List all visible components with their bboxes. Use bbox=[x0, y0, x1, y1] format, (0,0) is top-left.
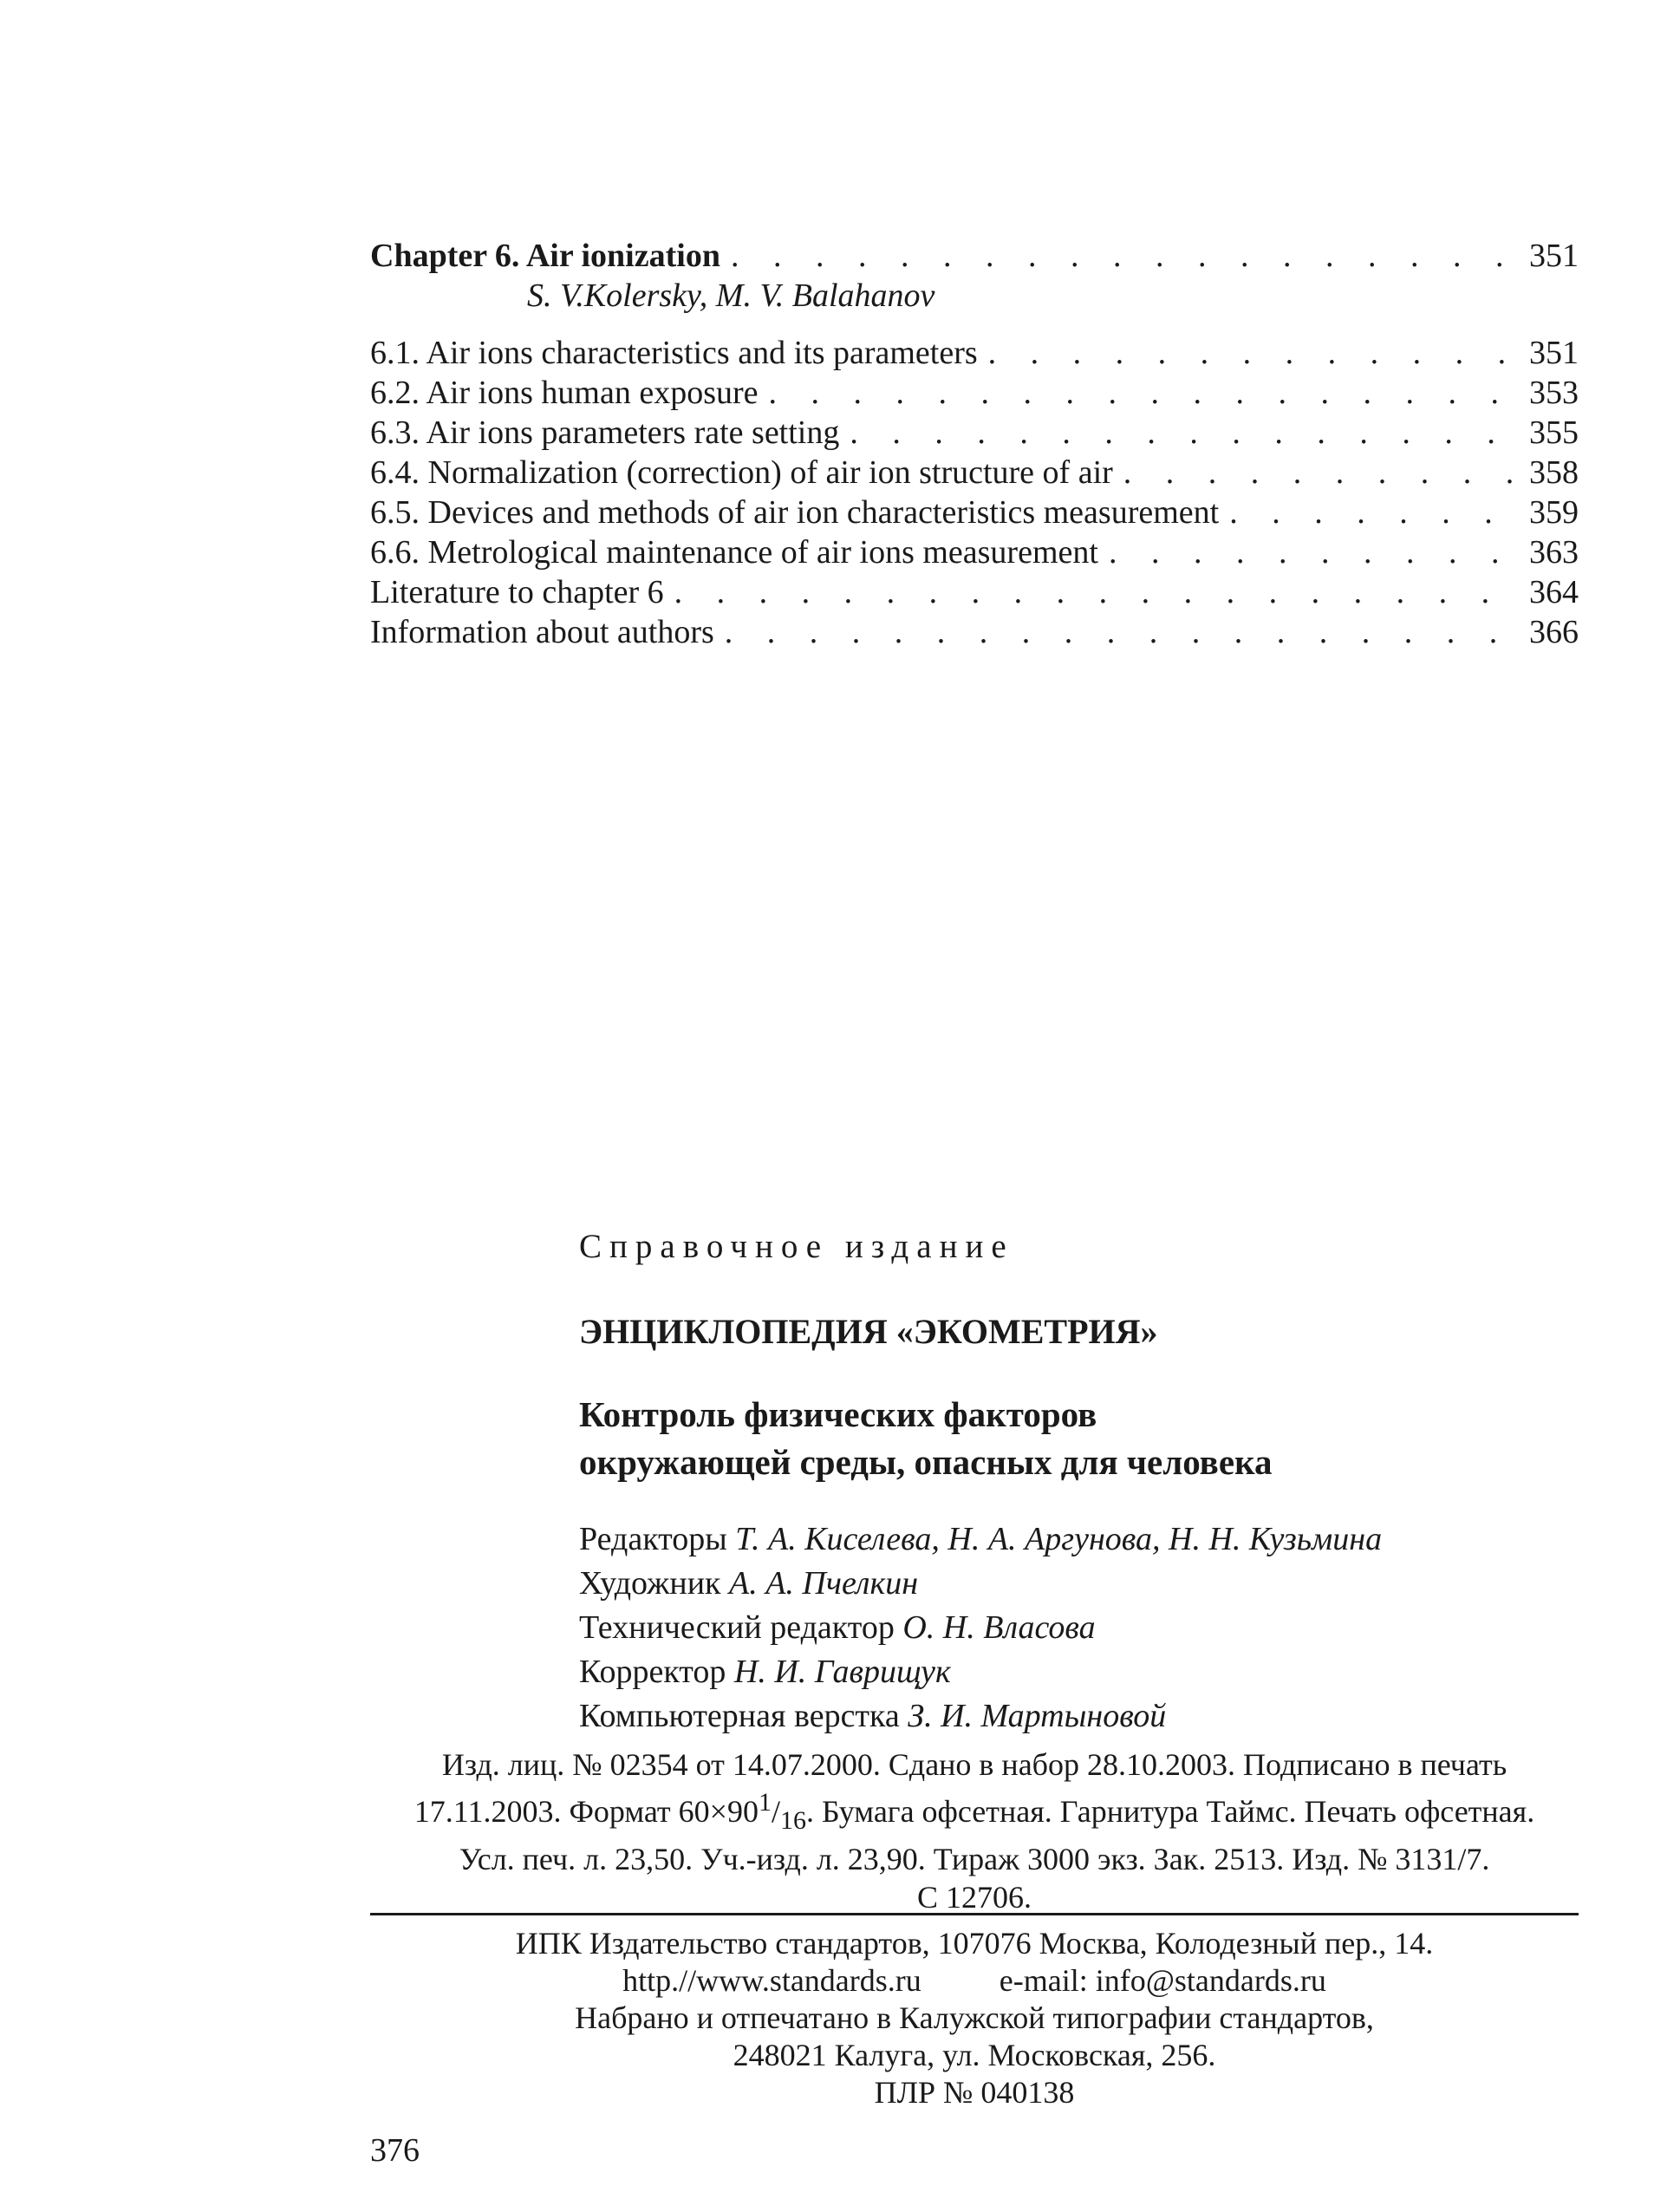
toc-entry bbox=[370, 532, 1579, 572]
email-address: e-mail: info@standards.ru bbox=[999, 1963, 1326, 1998]
printer-contacts bbox=[370, 1962, 1579, 2000]
toc-entry-title: 6.3. Air ions parameters rate setting bbox=[370, 414, 840, 451]
credit-line bbox=[579, 1562, 1576, 1606]
toc-entry bbox=[370, 373, 1579, 413]
subtitle-line: Контроль физических факторов bbox=[579, 1394, 1097, 1434]
dot-leader bbox=[850, 413, 1515, 453]
imprint-text: 17.11.2003. Формат 60×90 bbox=[414, 1794, 759, 1829]
dot-leader bbox=[1109, 532, 1515, 572]
printer-line: ИПК Издательство стандартов, 107076 Москва, Колодезный пер., 14. bbox=[515, 1926, 1434, 1961]
credit-line bbox=[579, 1606, 1576, 1650]
printer-line: 248021 Калуга, ул. Московская, 256. bbox=[733, 2038, 1216, 2072]
toc-entry-title: 6.2. Air ions human exposure bbox=[370, 375, 759, 411]
toc-entry bbox=[370, 333, 1579, 373]
toc-entry-page: 353 bbox=[1529, 375, 1579, 411]
toc-entry-title: Information about authors bbox=[370, 614, 714, 650]
credit-line bbox=[579, 1694, 1576, 1739]
printer-line: ПЛР № 040138 bbox=[874, 2075, 1075, 2110]
credits-list bbox=[579, 1517, 1576, 1739]
dot-leader bbox=[731, 236, 1515, 276]
format-superscript: 1 bbox=[758, 1788, 772, 1817]
publication-info bbox=[579, 1221, 1576, 1739]
credit-line bbox=[579, 1517, 1576, 1562]
format-slash: / bbox=[771, 1794, 780, 1829]
website-url: http.//www.standards.ru bbox=[622, 1963, 921, 1998]
toc-entry-page: 366 bbox=[1529, 614, 1579, 650]
imprint-line: Изд. лиц. № 02354 от 14.07.2000. Сдано в набор 28.10.2003. Подписано в печать bbox=[441, 1747, 1507, 1782]
printer-line: Набрано и отпечатано в Калужской типографии стандартов, bbox=[575, 2000, 1374, 2035]
chapter-authors: S. V.Kolersky, M. V. Balahanov bbox=[527, 277, 935, 314]
dot-leader bbox=[769, 373, 1515, 413]
toc-entry-page: 351 bbox=[1529, 335, 1579, 371]
toc-entry-page: 363 bbox=[1529, 534, 1579, 571]
dot-leader bbox=[988, 333, 1515, 373]
toc-entry-title: 6.1. Air ions characteristics and its parameters bbox=[370, 335, 978, 371]
credit-names: Т. А. Киселева, Н. А. Аргунова, Н. Н. Кузьмина bbox=[735, 1521, 1383, 1557]
subtitle-line: окружающей среды, опасных для человека bbox=[579, 1442, 1273, 1482]
toc-entry-page: 358 bbox=[1529, 454, 1579, 491]
imprint-block bbox=[370, 1745, 1579, 1916]
credit-names: Н. И. Гаврищук bbox=[733, 1654, 951, 1690]
dot-leader bbox=[1123, 453, 1515, 493]
imprint-line: С 12706. bbox=[916, 1880, 1032, 1915]
toc-entry bbox=[370, 612, 1579, 652]
dot-leader bbox=[725, 612, 1515, 652]
toc-entry-page: 359 bbox=[1529, 494, 1579, 531]
printer-info bbox=[370, 1925, 1579, 2111]
credit-role: Технический редактор bbox=[579, 1609, 895, 1646]
toc-entry-page: 364 bbox=[1529, 574, 1579, 610]
toc-entry-title: 6.6. Metrological maintenance of air ions measurement bbox=[370, 534, 1098, 571]
table-of-contents bbox=[370, 236, 1579, 652]
page-number: 376 bbox=[370, 2132, 420, 2169]
toc-chapter-entry bbox=[370, 236, 1579, 276]
toc-entry bbox=[370, 572, 1579, 612]
credit-line bbox=[579, 1650, 1576, 1694]
credit-role: Редакторы bbox=[579, 1521, 727, 1557]
toc-entry-title: Literature to chapter 6 bbox=[370, 574, 664, 610]
credit-names: О. Н. Власова bbox=[902, 1609, 1096, 1646]
credit-names: З. И. Мартыновой bbox=[908, 1698, 1167, 1734]
toc-entry bbox=[370, 453, 1579, 493]
imprint-line: Усл. печ. л. 23,50. Уч.-изд. л. 23,90. Тираж 3000 экз. Зак. 2513. Изд. № 3131/7. bbox=[459, 1842, 1490, 1877]
credit-role: Корректор bbox=[579, 1654, 726, 1690]
dot-leader bbox=[1229, 493, 1515, 532]
divider bbox=[370, 1913, 1579, 1915]
credit-role: Компьютерная верстка bbox=[579, 1698, 900, 1734]
format-subscript: 16 bbox=[779, 1806, 806, 1836]
toc-entry-page: 355 bbox=[1529, 414, 1579, 451]
imprint-text: . Бумага офсетная. Гарнитура Таймс. Печать офсетная. bbox=[805, 1794, 1535, 1829]
imprint-line bbox=[370, 1784, 1579, 1840]
toc-entry-title: 6.5. Devices and methods of air ion characteristics measurement bbox=[370, 494, 1220, 531]
chapter-page: 351 bbox=[1529, 238, 1579, 274]
encyclopedia-title: ЭНЦИКЛОПЕДИЯ «ЭКОМЕТРИЯ» bbox=[579, 1312, 1158, 1351]
toc-entry bbox=[370, 493, 1579, 532]
toc-entry bbox=[370, 413, 1579, 453]
toc-entry-title: 6.4. Normalization (correction) of air ion structure of air bbox=[370, 454, 1113, 491]
publication-type: Справочное издание bbox=[579, 1228, 1014, 1265]
chapter-title: Chapter 6. Air ionization bbox=[370, 238, 720, 274]
credit-names: А. А. Пчелкин bbox=[729, 1565, 919, 1602]
book-subtitle bbox=[579, 1391, 1576, 1486]
credit-role: Художник bbox=[579, 1565, 721, 1602]
dot-leader bbox=[674, 572, 1515, 612]
